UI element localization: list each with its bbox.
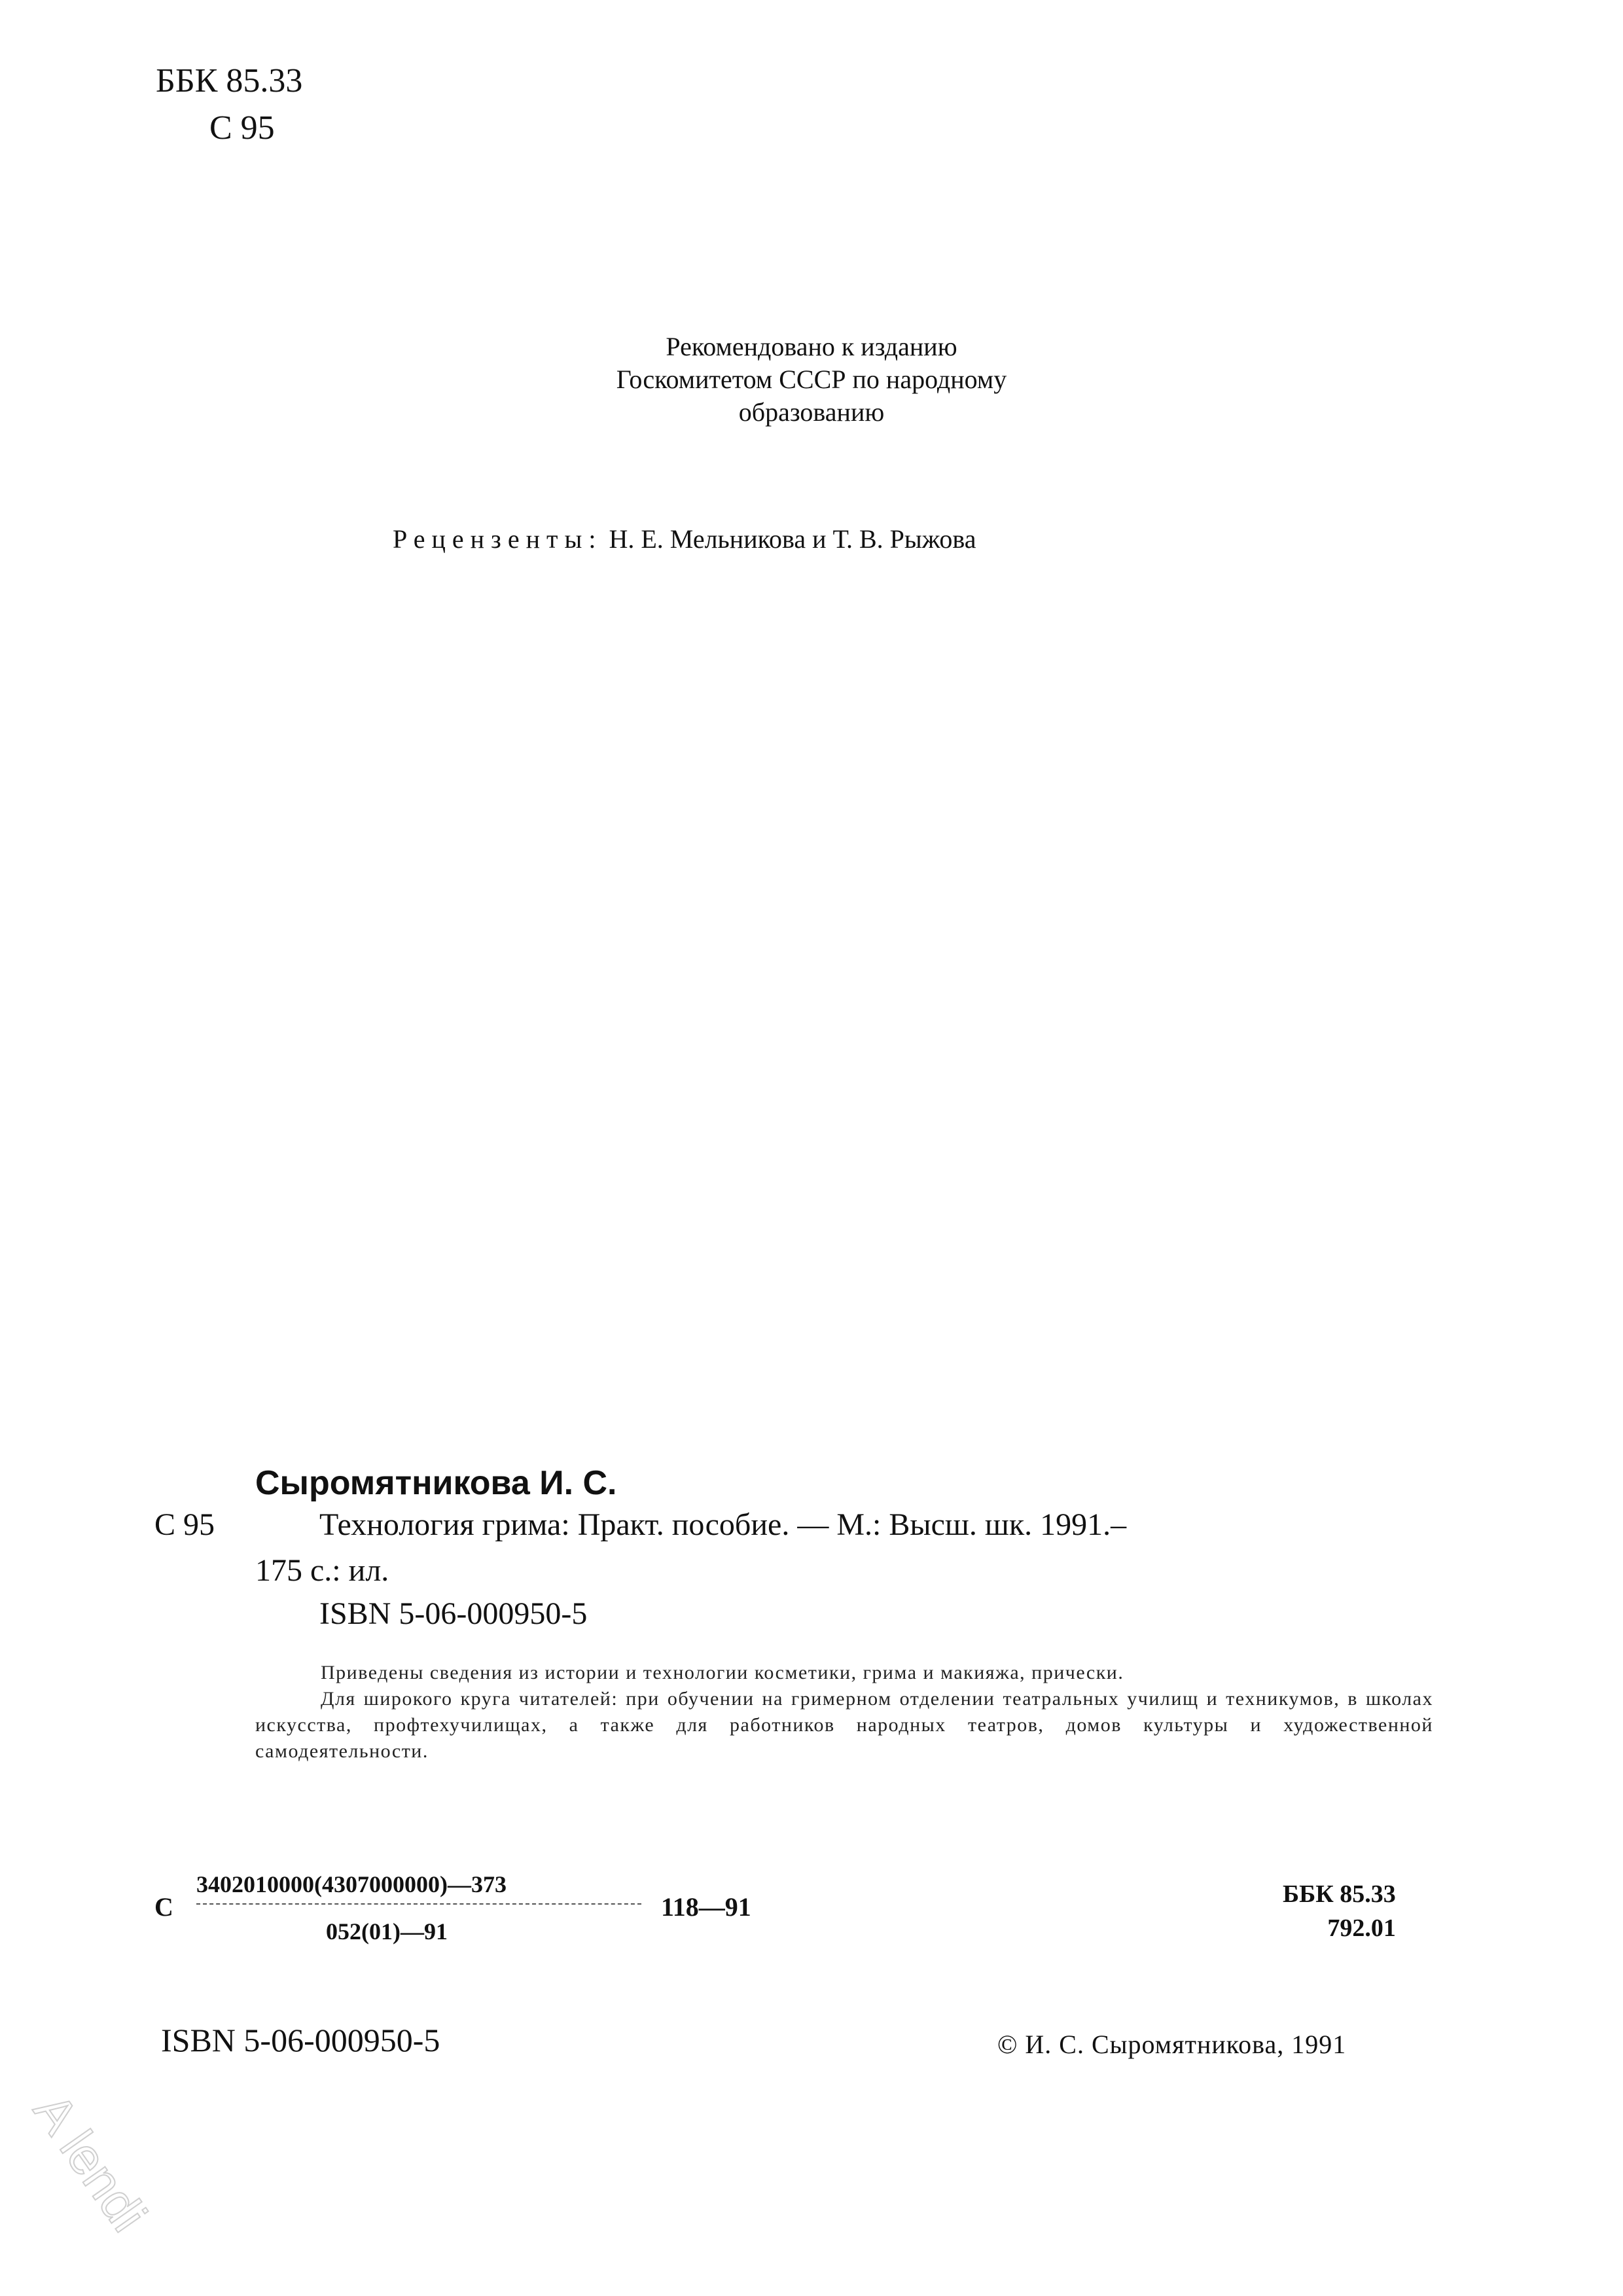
index-order: 118—91 xyxy=(661,1892,751,1922)
bbk-code: ББК 85.33 xyxy=(156,62,303,99)
annotation-paragraph-1: Приведены сведения из истории и технологии косметики, грима и макияжа, прически. xyxy=(321,1662,1124,1683)
author-mark-code: С 95 xyxy=(209,109,275,147)
copyright: © И. С. Сыромятникова, 1991 xyxy=(997,2030,1347,2059)
recommendation-line-3: образованию xyxy=(738,397,885,427)
catalog-code: С 95 xyxy=(154,1507,215,1542)
index-numerator: 3402010000(4307000000)—373 xyxy=(196,1871,507,1897)
bbk-header xyxy=(156,58,302,152)
reviewers-label: Рецензенты: xyxy=(393,524,603,554)
index-denominator: 052(01)—91 xyxy=(326,1918,448,1945)
udc-code: 792.01 xyxy=(1327,1914,1396,1942)
reviewers-line xyxy=(393,524,976,554)
annotation-paragraph-2: Для широкого круга читателей: при обучении на гримерном отделении театральных училищ и техникумов, в школах искусства, профтехучилищах, а также для работников народных театров, домов культуры и художественной самодеятельности. xyxy=(255,1688,1433,1762)
recommendation-line-1: Рекомендовано к изданию xyxy=(666,332,957,361)
recommendation-line-2: Госкомитетом СССР по народному xyxy=(616,365,1007,394)
recommendation-block xyxy=(0,331,1623,429)
bbk-right-code: ББК 85.33 xyxy=(1283,1880,1396,1908)
catalog-author: Сыромятникова И. С. xyxy=(255,1464,617,1502)
footer-isbn: ISBN 5-06-000950-5 xyxy=(161,2022,440,2058)
annotation xyxy=(255,1660,1433,1765)
catalog-isbn: ISBN 5-06-000950-5 xyxy=(319,1596,588,1631)
bbk-right-block xyxy=(1283,1877,1396,1945)
reviewers-names: Н. Е. Мельникова и Т. В. Рыжова xyxy=(609,524,976,554)
watermark: A lendi xyxy=(23,2083,158,2242)
catalog-title-line: Технология грима: Практ. пособие. — М.: Высш. шк. 1991.– xyxy=(319,1507,1127,1542)
index-fraction-rule xyxy=(196,1903,641,1905)
catalog-pages: 175 с.: ил. xyxy=(255,1553,389,1588)
index-letter: С xyxy=(154,1892,173,1922)
